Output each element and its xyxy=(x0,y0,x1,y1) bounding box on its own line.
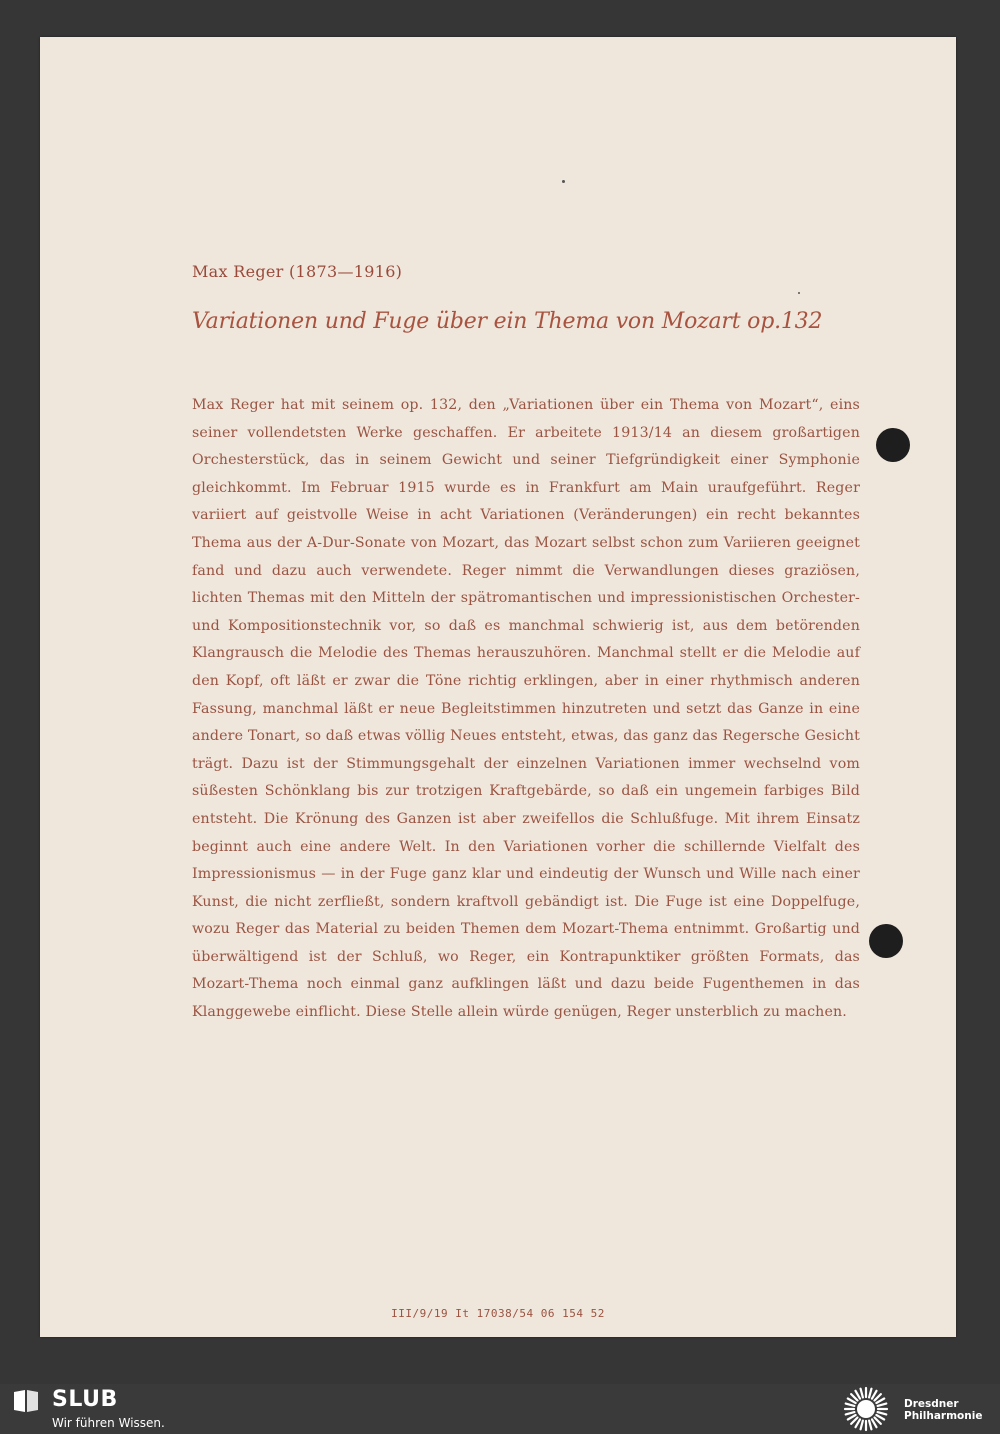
paper-speck xyxy=(798,292,800,294)
sunburst-ray xyxy=(851,1417,857,1423)
sunburst-ray xyxy=(874,1417,880,1423)
sunburst-ray xyxy=(851,1394,857,1400)
sunburst-ray xyxy=(878,1404,887,1406)
book-icon xyxy=(12,1388,40,1414)
sunburst-ray xyxy=(856,1419,861,1427)
document-page xyxy=(40,37,956,1337)
slub-brand-name[interactable]: SLUB xyxy=(52,1387,118,1412)
sunburst-ray xyxy=(872,1391,877,1399)
paper-speck xyxy=(562,180,565,183)
sunburst-ray xyxy=(876,1399,884,1404)
slub-tagline: Wir führen Wissen. xyxy=(52,1416,165,1430)
sunburst-ray xyxy=(869,1389,871,1398)
print-code: III/9/19 It 17038/54 06 154 52 xyxy=(391,1307,605,1320)
sunburst-ray xyxy=(848,1415,856,1420)
sunburst-ray xyxy=(876,1415,884,1420)
sunburst-ray xyxy=(846,1404,855,1406)
sunburst-ray xyxy=(861,1421,863,1430)
punch-hole-lower xyxy=(869,924,903,958)
sunburst-ray xyxy=(878,1412,887,1414)
footer-bar xyxy=(0,1384,1000,1434)
sunburst-icon xyxy=(840,1385,892,1433)
sunburst-ray xyxy=(846,1412,855,1414)
sunburst-ray xyxy=(848,1399,856,1404)
sunburst-ray xyxy=(872,1419,877,1427)
work-title: Variationen und Fuge über ein Thema von Mozart op.132 xyxy=(192,309,823,334)
dresdner-philharmonie-name[interactable] xyxy=(904,1398,982,1422)
composer-heading: Max Reger (1873—1916) xyxy=(192,262,403,281)
dp-name-line1: Dresdner xyxy=(904,1398,959,1410)
sunburst-ray xyxy=(869,1421,871,1430)
sunburst-ray xyxy=(861,1389,863,1398)
dp-name-line2: Philharmonie xyxy=(904,1410,983,1422)
sunburst-ray xyxy=(856,1391,861,1399)
sunburst-ray xyxy=(874,1394,880,1400)
punch-hole-upper xyxy=(876,428,910,462)
program-note-text: Max Reger hat mit seinem op. 132, den „Variationen über ein Thema von Mozart“, eins seiner vollendetsten Werke geschaffen. Er arbeitete 1913/14 an diesem großartigen Orchesterstück, das in seinem Gewicht und seiner Tiefgründigkeit einer Symphonie gleichkommt. Im Februar 1915 wurde es in Frankfurt am Main uraufgeführt. Reger variiert auf geistvolle Weise in acht Variationen (Veränderungen) ein recht bekanntes Thema aus der A-Dur-Sonate von Mozart, das Mozart selbst schon zum Variieren geeignet fand und dazu auch verwendete. Reger nimmt die Verwandlungen dieses graziösen, lichten Themas mit den Mitteln der spätromantischen und impressionistischen Orchester- und Kompositionstechnik vor, so daß es manchmal schwierig ist, aus dem betörenden Klangrausch die Melodie des Themas herauszuhören. Manchmal stellt er die Melodie auf den Kopf, oft läßt er zwar die Töne richtig erklingen, aber in einer rhythmisch anderen Fassung, manchmal läßt er neue Begleitstimmen hinzutreten und setzt das Ganze in eine andere Tonart, so daß etwas völlig Neues entsteht, etwas, das ganz das Regersche Gesicht trägt. Dazu ist der Stimmungsgehalt der einzelnen Variationen immer wechselnd vom süßesten Schönklang bis zur trotzigen Kraftgebärde, so daß ein ungemein farbiges Bild entsteht. Die Krönung des Ganzen ist aber zweifellos die Schlußfuge. Mit ihrem Einsatz beginnt auch eine andere Welt. In den Variationen vorher die schillernde Vielfalt des Impressionismus — in der Fuge ganz klar und eindeutig der Wunsch und Wille nach einer Kunst, die nicht zerfließt, sondern kraftvoll gebändigt ist. Die Fuge ist eine Doppelfuge, wozu Reger das Material zu beiden Themen dem Mozart-Thema entnimmt. Großartig und überwältigend ist der Schluß, wo Reger, ein Kontrapunktiker größten Formats, das Mozart-Thema noch einmal ganz aufklingen läßt und dazu beide Fugenthemen in das Klanggewebe einflicht. Diese Stelle allein würde genügen, Reger unsterblich zu machen. xyxy=(192,397,860,1021)
